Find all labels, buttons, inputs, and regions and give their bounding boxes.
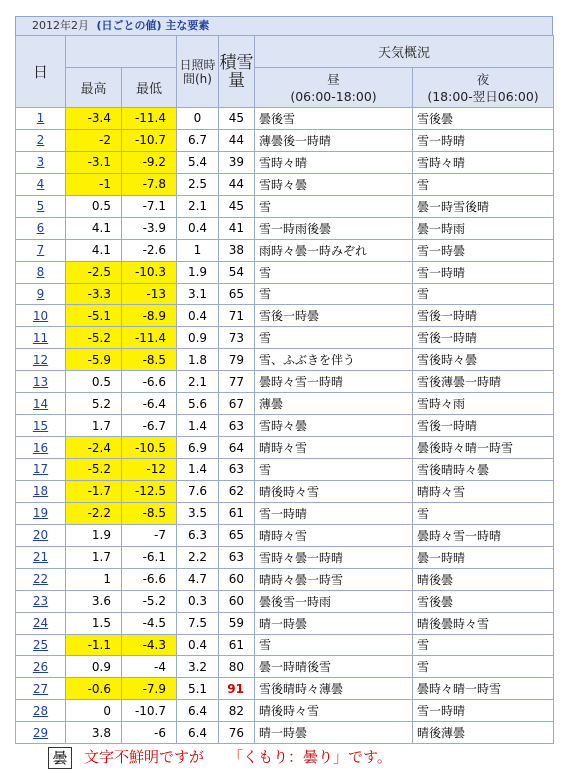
daytime-weather-cell: 晴後時々雪: [255, 700, 413, 722]
day-link[interactable]: 5: [36, 199, 45, 214]
daytime-weather-cell: 雪: [255, 261, 413, 283]
daytime-weather-cell: 雪後晴時々薄曇: [255, 678, 413, 700]
min-temp-cell: -4.5: [122, 612, 177, 634]
snow-cell: 39: [219, 151, 255, 173]
day-cell: [16, 656, 66, 678]
max-temp-cell: 1.7: [66, 546, 122, 568]
day-cell: [16, 700, 66, 722]
snow-cell: 91: [219, 678, 255, 700]
day-link[interactable]: 7: [36, 243, 45, 258]
snow-cell: 54: [219, 261, 255, 283]
day-link[interactable]: 1: [36, 111, 45, 126]
snow-cell: 59: [219, 612, 255, 634]
header-daytime-label: 昼: [327, 71, 340, 87]
day-link[interactable]: 13: [32, 374, 49, 389]
table-row: [16, 173, 554, 195]
day-cell: [16, 195, 66, 217]
day-link[interactable]: 25: [32, 637, 49, 652]
day-link[interactable]: 20: [32, 528, 49, 543]
min-temp-cell: -3.9: [122, 217, 177, 239]
sunshine-cell: 1.4: [177, 415, 219, 437]
min-temp-cell: -10.3: [122, 261, 177, 283]
min-temp-cell: -7.1: [122, 195, 177, 217]
day-cell: [16, 722, 66, 744]
night-weather-cell: 雪一時晴: [413, 129, 554, 151]
min-temp-cell: -6.7: [122, 415, 177, 437]
header-temp-group: [66, 36, 177, 68]
table-body: [16, 108, 554, 744]
min-temp-cell: -6.1: [122, 546, 177, 568]
day-cell: [16, 108, 66, 130]
sunshine-cell: 3.1: [177, 283, 219, 305]
day-cell: [16, 634, 66, 656]
daytime-weather-cell: 曇後雪: [255, 108, 413, 130]
table-row: [16, 239, 554, 261]
header-max: 最高: [66, 68, 122, 108]
title-label: (日ごとの値) 主な要素: [96, 19, 210, 32]
table-row: [16, 568, 554, 590]
max-temp-cell: -2: [66, 129, 122, 151]
max-temp-cell: -2.5: [66, 261, 122, 283]
snow-cell: 64: [219, 437, 255, 459]
table-row: [16, 261, 554, 283]
daytime-weather-cell: 晴時々雪: [255, 437, 413, 459]
min-temp-cell: -7: [122, 524, 177, 546]
snow-cell: 79: [219, 349, 255, 371]
day-link[interactable]: 22: [32, 572, 49, 587]
max-temp-cell: -5.2: [66, 459, 122, 481]
sunshine-cell: 5.4: [177, 151, 219, 173]
daytime-weather-cell: 曇一時晴後雪: [255, 656, 413, 678]
sunshine-cell: 4.7: [177, 568, 219, 590]
night-weather-cell: 雪一時晴: [413, 700, 554, 722]
max-temp-cell: 4.1: [66, 217, 122, 239]
min-temp-cell: -6.6: [122, 371, 177, 393]
night-weather-cell: 晴後曇: [413, 568, 554, 590]
sunshine-cell: 6.9: [177, 437, 219, 459]
max-temp-cell: -3.3: [66, 283, 122, 305]
day-link[interactable]: 24: [32, 616, 49, 631]
daytime-weather-cell: 晴時々雪: [255, 524, 413, 546]
sunshine-cell: 6.3: [177, 524, 219, 546]
min-temp-cell: -12.5: [122, 480, 177, 502]
snow-cell: 61: [219, 502, 255, 524]
table-title-bar: [15, 16, 553, 35]
cloudy-glyph: 曇: [48, 747, 72, 769]
min-temp-cell: -7.8: [122, 173, 177, 195]
table-row: [16, 612, 554, 634]
snow-cell: 73: [219, 327, 255, 349]
sunshine-cell: 0.4: [177, 634, 219, 656]
night-weather-cell: 晴後薄曇: [413, 722, 554, 744]
day-cell: [16, 480, 66, 502]
daytime-weather-cell: 雪後一時曇: [255, 305, 413, 327]
min-temp-cell: -4.3: [122, 634, 177, 656]
max-temp-cell: -1: [66, 173, 122, 195]
min-temp-cell: -10.7: [122, 700, 177, 722]
table-row: [16, 129, 554, 151]
table-row: [16, 437, 554, 459]
sunshine-cell: 1: [177, 239, 219, 261]
night-weather-cell: 雪一時曇: [413, 239, 554, 261]
sunshine-cell: 2.2: [177, 546, 219, 568]
night-weather-cell: 雪時々晴: [413, 151, 554, 173]
night-weather-cell: 雪: [413, 502, 554, 524]
day-link[interactable]: 19: [32, 506, 49, 521]
sunshine-cell: 0.4: [177, 217, 219, 239]
max-temp-cell: -2.4: [66, 437, 122, 459]
day-link[interactable]: 23: [32, 594, 49, 609]
day-link[interactable]: 9: [36, 286, 45, 301]
daytime-weather-cell: 雪: [255, 195, 413, 217]
max-temp-cell: 5.2: [66, 393, 122, 415]
daytime-weather-cell: 雪時々曇: [255, 173, 413, 195]
day-link[interactable]: 16: [32, 440, 49, 455]
min-temp-cell: -5.2: [122, 590, 177, 612]
snow-cell: 71: [219, 305, 255, 327]
snow-cell: 45: [219, 108, 255, 130]
night-weather-cell: 雪: [413, 173, 554, 195]
day-link[interactable]: 11: [32, 330, 49, 345]
snow-cell: 60: [219, 568, 255, 590]
night-weather-cell: 雪後曇: [413, 590, 554, 612]
day-link[interactable]: 4: [36, 177, 45, 192]
table-row: [16, 480, 554, 502]
night-weather-cell: 雪後時々曇: [413, 349, 554, 371]
daytime-weather-cell: 晴後時々雪: [255, 480, 413, 502]
day-link[interactable]: 2: [36, 133, 45, 148]
title-date: 2012年2月: [32, 19, 89, 32]
min-temp-cell: -7.9: [122, 678, 177, 700]
sunshine-cell: 7.6: [177, 480, 219, 502]
min-temp-cell: -9.2: [122, 151, 177, 173]
header-day: 日: [16, 36, 66, 108]
header-min: 最低: [122, 68, 177, 108]
day-cell: [16, 283, 66, 305]
day-cell: [16, 437, 66, 459]
night-weather-cell: 曇一時晴: [413, 546, 554, 568]
max-temp-cell: 1: [66, 568, 122, 590]
daytime-weather-cell: 雪: [255, 634, 413, 656]
day-cell: [16, 678, 66, 700]
daily-values-table: [15, 35, 554, 744]
max-temp-cell: -5.9: [66, 349, 122, 371]
day-link[interactable]: 15: [32, 418, 49, 433]
max-temp-cell: -1.7: [66, 480, 122, 502]
min-temp-cell: -13: [122, 283, 177, 305]
day-cell: [16, 502, 66, 524]
min-temp-cell: -6: [122, 722, 177, 744]
daytime-weather-cell: 雨時々曇一時みぞれ: [255, 239, 413, 261]
footnote-text-1: 文字不鮮明ですが: [84, 748, 205, 766]
max-temp-cell: 1.7: [66, 415, 122, 437]
table-row: [16, 700, 554, 722]
max-temp-cell: -5.1: [66, 305, 122, 327]
table-row: [16, 108, 554, 130]
night-weather-cell: 曇一時雨: [413, 217, 554, 239]
daytime-weather-cell: 雪一時雨後曇: [255, 217, 413, 239]
night-weather-cell: 曇一時雪後晴: [413, 195, 554, 217]
sunshine-cell: 1.9: [177, 261, 219, 283]
day-link[interactable]: 18: [32, 484, 49, 499]
day-link[interactable]: 21: [32, 550, 49, 565]
day-link[interactable]: 29: [32, 725, 49, 740]
min-temp-cell: -11.4: [122, 327, 177, 349]
table-row: [16, 217, 554, 239]
min-temp-cell: -8.9: [122, 305, 177, 327]
day-link[interactable]: 28: [32, 703, 49, 718]
daytime-weather-cell: 雪: [255, 459, 413, 481]
footnote: [48, 746, 392, 768]
sunshine-cell: 0.3: [177, 590, 219, 612]
night-weather-cell: 晴後曇時々雪: [413, 612, 554, 634]
day-cell: [16, 217, 66, 239]
min-temp-cell: -4: [122, 656, 177, 678]
min-temp-cell: -8.5: [122, 502, 177, 524]
day-cell: [16, 261, 66, 283]
day-cell: [16, 305, 66, 327]
day-link[interactable]: 26: [32, 659, 49, 674]
header-night-label: 夜: [476, 71, 490, 87]
snow-cell: 61: [219, 634, 255, 656]
daytime-weather-cell: 雪一時晴: [255, 502, 413, 524]
min-temp-cell: -8.5: [122, 349, 177, 371]
night-weather-cell: 曇時々晴一時雪: [413, 678, 554, 700]
table-row: [16, 524, 554, 546]
table-row: [16, 283, 554, 305]
snow-cell: 77: [219, 371, 255, 393]
header-night-range: (18:00-翌日06:00): [427, 88, 539, 104]
night-weather-cell: 曇後時々晴一時雪: [413, 437, 554, 459]
night-weather-cell: 雪時々雨: [413, 393, 554, 415]
table-row: [16, 151, 554, 173]
sunshine-cell: 6.4: [177, 722, 219, 744]
daytime-weather-cell: 薄曇: [255, 393, 413, 415]
header-daytime: [255, 68, 413, 108]
max-temp-cell: 0.5: [66, 371, 122, 393]
table-row: [16, 546, 554, 568]
table-row: [16, 634, 554, 656]
sunshine-cell: 0: [177, 108, 219, 130]
night-weather-cell: 雪後曇: [413, 108, 554, 130]
table-row: [16, 678, 554, 700]
night-weather-cell: 雪後一時晴: [413, 415, 554, 437]
sunshine-cell: 3.5: [177, 502, 219, 524]
sunshine-cell: 3.2: [177, 656, 219, 678]
snow-cell: 45: [219, 195, 255, 217]
night-weather-cell: 雪後薄曇一時晴: [413, 371, 554, 393]
daytime-weather-cell: 曇時々雪一時晴: [255, 371, 413, 393]
min-temp-cell: -6.4: [122, 393, 177, 415]
snow-cell: 67: [219, 393, 255, 415]
footnote-text-2: 「くもり：曇り」です。: [228, 748, 392, 766]
sunshine-cell: 1.8: [177, 349, 219, 371]
day-cell: [16, 568, 66, 590]
min-temp-cell: -6.6: [122, 568, 177, 590]
min-temp-cell: -10.7: [122, 129, 177, 151]
snow-cell: 80: [219, 656, 255, 678]
day-cell: [16, 239, 66, 261]
night-weather-cell: 曇時々雪一時晴: [413, 524, 554, 546]
sunshine-cell: 5.6: [177, 393, 219, 415]
night-weather-cell: 雪後一時晴: [413, 327, 554, 349]
day-link[interactable]: 12: [32, 352, 49, 367]
header-snow: 積雪量: [219, 36, 255, 108]
sunshine-cell: 2.1: [177, 195, 219, 217]
daytime-weather-cell: 雪時々曇一時晴: [255, 546, 413, 568]
night-weather-cell: 雪: [413, 656, 554, 678]
day-cell: [16, 459, 66, 481]
snow-cell: 63: [219, 459, 255, 481]
sunshine-cell: 7.5: [177, 612, 219, 634]
weather-table-panel: [15, 16, 553, 744]
sunshine-cell: 0.4: [177, 305, 219, 327]
table-row: [16, 305, 554, 327]
day-cell: [16, 524, 66, 546]
snow-cell: 60: [219, 590, 255, 612]
day-cell: [16, 129, 66, 151]
min-temp-cell: -11.4: [122, 108, 177, 130]
max-temp-cell: 0.9: [66, 656, 122, 678]
min-temp-cell: -10.5: [122, 437, 177, 459]
max-temp-cell: -3.1: [66, 151, 122, 173]
night-weather-cell: 晴時々雪: [413, 480, 554, 502]
snow-cell: 44: [219, 173, 255, 195]
snow-cell: 62: [219, 480, 255, 502]
day-cell: [16, 151, 66, 173]
table-row: [16, 371, 554, 393]
table-row: [16, 415, 554, 437]
daytime-weather-cell: 雪時々曇: [255, 415, 413, 437]
day-link[interactable]: 8: [36, 265, 45, 280]
max-temp-cell: 0: [66, 700, 122, 722]
snow-cell: 63: [219, 546, 255, 568]
daytime-weather-cell: 晴一時曇: [255, 612, 413, 634]
day-link[interactable]: 27: [32, 681, 49, 696]
table-row: [16, 590, 554, 612]
header-sunshine: 日照時間(h): [177, 36, 219, 108]
sunshine-cell: 1.4: [177, 459, 219, 481]
header-daytime-range: (06:00-18:00): [290, 88, 377, 104]
max-temp-cell: 1.5: [66, 612, 122, 634]
sunshine-cell: 6.4: [177, 700, 219, 722]
min-temp-cell: -2.6: [122, 239, 177, 261]
snow-cell: 41: [219, 217, 255, 239]
day-cell: [16, 393, 66, 415]
day-link[interactable]: 14: [32, 396, 49, 411]
daytime-weather-cell: 雪、ふぶきを伴う: [255, 349, 413, 371]
snow-cell: 38: [219, 239, 255, 261]
max-temp-cell: 1.9: [66, 524, 122, 546]
day-cell: [16, 546, 66, 568]
night-weather-cell: 雪後一時晴: [413, 305, 554, 327]
snow-cell: 65: [219, 283, 255, 305]
table-row: [16, 722, 554, 744]
snow-cell: 65: [219, 524, 255, 546]
sunshine-cell: 2.1: [177, 371, 219, 393]
max-temp-cell: -5.2: [66, 327, 122, 349]
daytime-weather-cell: 曇後雪一時雨: [255, 590, 413, 612]
daytime-weather-cell: 晴時々曇一時雪: [255, 568, 413, 590]
max-temp-cell: 3.8: [66, 722, 122, 744]
night-weather-cell: 雪: [413, 283, 554, 305]
snow-cell: 44: [219, 129, 255, 151]
day-cell: [16, 173, 66, 195]
night-weather-cell: 雪後晴時々曇: [413, 459, 554, 481]
daytime-weather-cell: 晴一時曇: [255, 722, 413, 744]
daytime-weather-cell: 雪時々晴: [255, 151, 413, 173]
snow-cell: 63: [219, 415, 255, 437]
day-cell: [16, 349, 66, 371]
day-cell: [16, 590, 66, 612]
max-temp-cell: 4.1: [66, 239, 122, 261]
sunshine-cell: 0.9: [177, 327, 219, 349]
day-cell: [16, 371, 66, 393]
min-temp-cell: -12: [122, 459, 177, 481]
max-temp-cell: 3.6: [66, 590, 122, 612]
header-weather: 天気概況: [255, 36, 554, 68]
max-temp-cell: -1.1: [66, 634, 122, 656]
sunshine-cell: 6.7: [177, 129, 219, 151]
sunshine-cell: 2.5: [177, 173, 219, 195]
table-row: [16, 327, 554, 349]
table-row: [16, 459, 554, 481]
max-temp-cell: -3.4: [66, 108, 122, 130]
table-row: [16, 656, 554, 678]
table-row: [16, 195, 554, 217]
max-temp-cell: -2.2: [66, 502, 122, 524]
day-link[interactable]: 17: [32, 462, 49, 477]
snow-cell: 76: [219, 722, 255, 744]
night-weather-cell: 雪一時晴: [413, 261, 554, 283]
day-cell: [16, 415, 66, 437]
day-link[interactable]: 3: [36, 155, 45, 170]
daytime-weather-cell: 雪: [255, 283, 413, 305]
table-row: [16, 349, 554, 371]
max-temp-cell: -0.6: [66, 678, 122, 700]
day-cell: [16, 612, 66, 634]
daytime-weather-cell: 薄曇後一時晴: [255, 129, 413, 151]
max-temp-cell: 0.5: [66, 195, 122, 217]
day-link[interactable]: 10: [32, 308, 49, 323]
day-cell: [16, 327, 66, 349]
night-weather-cell: 雪: [413, 634, 554, 656]
header-night: [413, 68, 554, 108]
sunshine-cell: 5.1: [177, 678, 219, 700]
table-row: [16, 393, 554, 415]
daytime-weather-cell: 雪: [255, 327, 413, 349]
table-row: [16, 502, 554, 524]
snow-cell: 82: [219, 700, 255, 722]
day-link[interactable]: 6: [36, 221, 45, 236]
